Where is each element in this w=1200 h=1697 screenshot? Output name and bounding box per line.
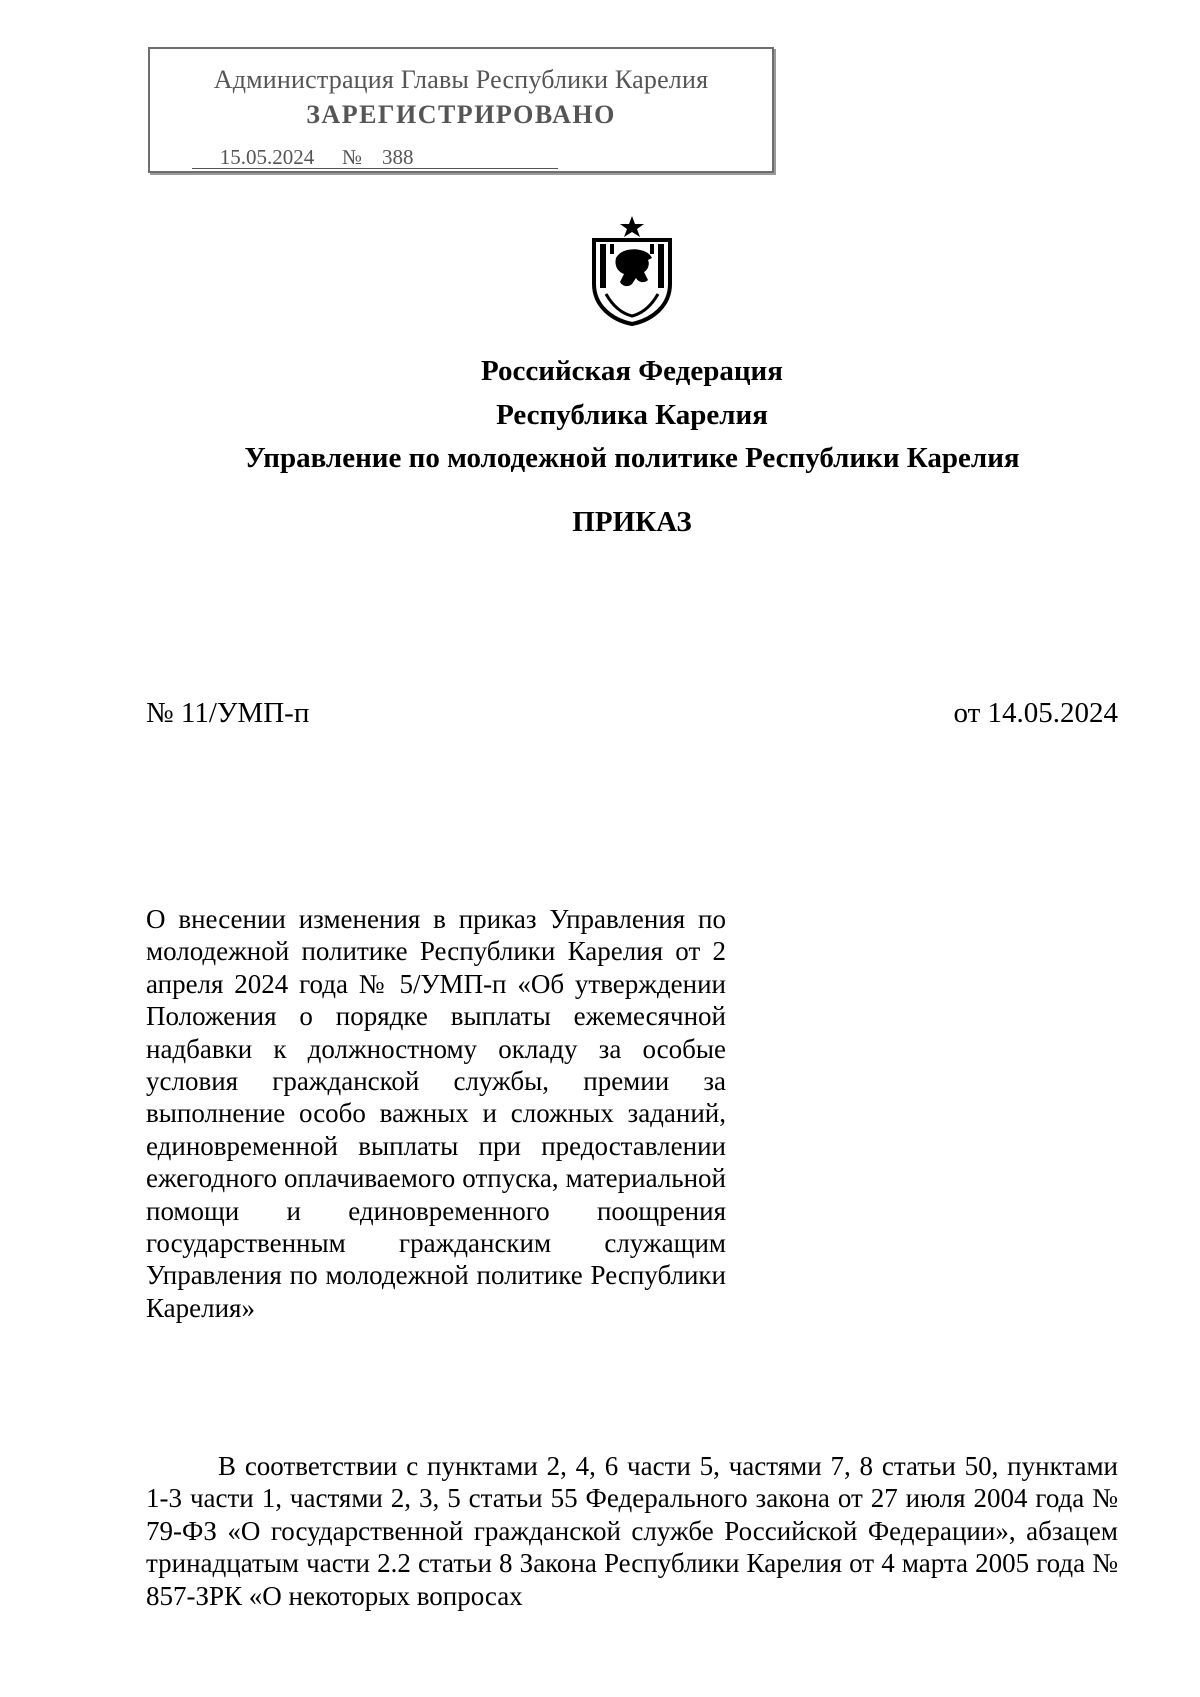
stamp-registration-line [192, 145, 558, 170]
registration-stamp [148, 47, 774, 173]
karelia-coat-of-arms-icon [588, 214, 676, 326]
header-region: Республика Карелия [496, 399, 768, 431]
stamp-date: 15.05.2024 [192, 146, 342, 169]
stamp-number-label: № [342, 146, 368, 169]
header-country: Российская Федерация [481, 355, 783, 387]
order-subject: О внесении изменения в приказ Управления по молодежной политике Республики Карелия от 2 апреля 2024 года № 5/УМП-п «Об утверждении Положения о порядке выплаты ежемесячной надбавки к должностному окладу за особые условия гражданской службы, премии за выполнение особо важных и сложных заданий, единовременной выплаты при предоставлении ежегодного оплачиваемого отпуска, материальной помощи и единовременного поощрения государственным гражданским служащим Управления по молодежной политике Республики Карелия» [146, 904, 726, 1323]
document-type: ПРИКАЗ [572, 506, 692, 538]
stamp-status: ЗАРЕГИСТРИРОВАНО [306, 100, 616, 129]
header-department: Управление по молодежной политике Республики Карелия [244, 442, 1020, 474]
order-date: от 14.05.2024 [953, 697, 1118, 729]
body-paragraph: В соответствии с пунктами 2, 4, 6 части 5, частями 7, 8 статьи 50, пунктами 1-3 части 1, частями 2, 3, 5 статьи 55 Федерального закона от 27 июля 2004 года № 79-ФЗ «О государственной гражданской службе Российской Федерации», абзацем тринадцатым части 2.2 статьи 8 Закона Республики Карелия от 4 марта 2005 года № 857-ЗРК «О некоторых вопросах [146, 1451, 1118, 1611]
stamp-number: 388 [368, 146, 558, 169]
stamp-organization: Администрация Главы Республики Карелия [213, 65, 709, 94]
order-number: № 11/УМП-п [146, 697, 310, 729]
